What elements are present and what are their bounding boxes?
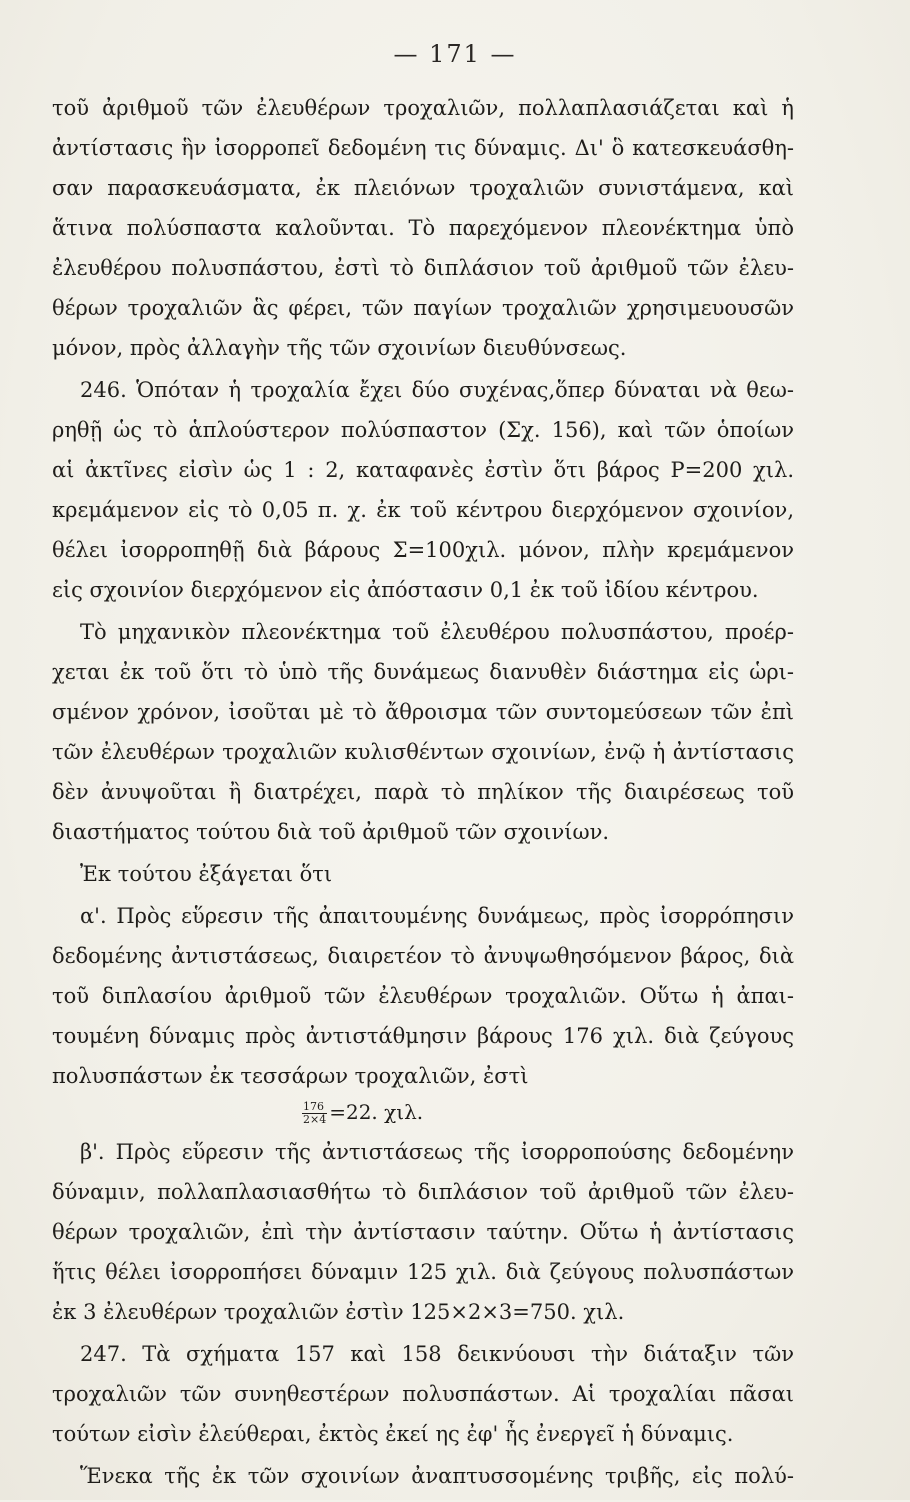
- formula-result: =22. χιλ.: [329, 1100, 424, 1124]
- text-line: τούτων εἰσὶν ἐλεύθεραι, ἐκτὸς ἐκεί ης ἐφ' ἧς ἐνεργεῖ ἡ δύναμις.: [52, 1422, 734, 1446]
- text-line: ρηθῇ ὡς τὸ ἁπλούστερον πολύσπαστον (Σχ. 156), καὶ τῶν ὁποίων: [52, 418, 794, 442]
- text-line: Ἐκ τούτου ἐξάγεται ὅτι: [80, 862, 333, 886]
- text-line: δὲν ἀνυψοῦται ἢ διατρέχει, παρὰ τὸ πηλίκον τῆς διαιρέσεως τοῦ: [52, 780, 794, 804]
- text-line: ἀντίστασις ἣν ἰσορροπεῖ δεδομένη τις δύναμις. Δι' ὃ κατεσκευάσθη-: [52, 136, 794, 160]
- fraction-numerator: 176: [302, 1101, 327, 1114]
- text-line: διαστήματος τούτου διὰ τοῦ ἀριθμοῦ τῶν σχοινίων.: [52, 820, 610, 844]
- text-line: χεται ἐκ τοῦ ὅτι τὸ ὑπὸ τῆς δυνάμεως διανυθὲν διάστημα εἰς ὡρι-: [52, 660, 794, 684]
- text-line: τοῦ διπλασίου ἀριθμοῦ τῶν ἐλευθέρων τροχαλιῶν. Οὕτω ἡ ἀπαι-: [52, 984, 794, 1008]
- text-line: σαν παρασκευάσματα, ἐκ πλειόνων τροχαλιῶν συνιστάμενα, καὶ: [52, 176, 794, 200]
- text-line: τουμένη δύναμις πρὸς ἀντιστάθμησιν βάρους 176 χιλ. διὰ ζεύγους: [52, 1024, 794, 1048]
- text-line: τροχαλιῶν τῶν συνηθεστέρων πολυσπάστων. Αἱ τροχαλίαι πᾶσαι: [52, 1382, 794, 1406]
- text-line: Ἕνεκα τῆς ἐκ τῶν σχοινίων ἀναπτυσσομένης τριβῆς, εἰς πολύ-: [80, 1464, 794, 1488]
- text-line: τοῦ ἀριθμοῦ τῶν ἐλευθέρων τροχαλιῶν, πολλαπλασιάζεται καὶ ἡ: [52, 96, 794, 120]
- text-line: εἰς σχοινίον διερχόμενον εἰς ἀπόστασιν 0,1 ἐκ τοῦ ἰδίου κέντρου.: [52, 578, 759, 602]
- text-line: Τὸ μηχανικὸν πλεονέκτημα τοῦ ἐλευθέρου πολυσπάστου, προέρ-: [80, 620, 794, 644]
- text-line: πολυσπάστων ἐκ τεσσάρων τροχαλιῶν, ἐστὶ: [52, 1064, 529, 1088]
- text-line: ἥτις θέλει ἰσορροπήσει δύναμιν 125 χιλ. διὰ ζεύγους πολυσπάστων: [52, 1260, 794, 1284]
- text-line: θέρων τροχαλιῶν, ἐπὶ τὴν ἀντίστασιν ταύτην. Οὕτω ἡ ἀντίστασις: [52, 1220, 794, 1244]
- text-line: σμένον χρόνον, ἰσοῦται μὲ τὸ ἄθροισμα τῶν συντομεύσεων τῶν ἐπὶ: [52, 700, 794, 724]
- page-number: — 171 —: [393, 40, 517, 68]
- text-line: θέρων τροχαλιῶν ἃς φέρει, τῶν παγίων τροχαλιῶν χρησιμευουσῶν: [52, 296, 794, 320]
- rule-alpha-line: α'. Πρὸς εὕρεσιν τῆς ἀπαιτουμένης δυνάμεως, πρὸς ἰσορρόπησιν: [80, 904, 794, 928]
- fraction-denominator: 2×4: [303, 1113, 327, 1126]
- text-line: θέλει ἰσορροπηθῇ διὰ βάρους Σ=100χιλ. μόνον, πλὴν κρεμάμενον: [52, 538, 794, 562]
- text-line: αἱ ἀκτῖνες εἰσὶν ὡς 1 : 2, καταφανὲς ἐστὶν ὅτι βάρος P=200 χιλ.: [52, 458, 794, 482]
- text-line: δύναμιν, πολλαπλασιασθήτω τὸ διπλάσιον τοῦ ἀριθμοῦ τῶν ἐλευ-: [52, 1180, 794, 1204]
- text-line: δεδομένης ἀντιστάσεως, διαιρετέον τὸ ἀνυψωθησόμενον βάρος, διὰ: [52, 944, 794, 968]
- text-line: τῶν ἐλευθέρων τροχαλιῶν κυλισθέντων σχοινίων, ἐνῷ ἡ ἀντίστασις: [52, 740, 794, 764]
- text-line: ἐλευθέρου πολυσπάστου, ἐστὶ τὸ διπλάσιον τοῦ ἀριθμοῦ τῶν ἐλευ-: [52, 256, 794, 280]
- text-line: μόνον, πρὸς ἀλλαγὴν τῆς τῶν σχοινίων διευθύνσεως.: [52, 336, 627, 360]
- text-line: ἐκ 3 ἐλευθέρων τροχαλιῶν ἐστὶν 125×2×3=750. χιλ.: [52, 1300, 625, 1324]
- text-line: ἅτινα πολύσπαστα καλοῦνται. Τὸ παρεχόμενον πλεονέκτημα ὑπὸ: [52, 216, 794, 240]
- section-247-line: 247. Τὰ σχήματα 157 καὶ 158 δεικνύουσι τὴν διάταξιν τῶν: [80, 1342, 794, 1366]
- formula: [302, 1098, 502, 1138]
- text-line: κρεμάμενον εἰς τὸ 0,05 π. χ. ἐκ τοῦ κέντρου διερχόμενον σχοινίον,: [52, 498, 794, 522]
- rule-beta-line: β'. Πρὸς εὕρεσιν τῆς ἀντιστάσεως τῆς ἰσορροπούσης δεδομένην: [80, 1140, 794, 1164]
- fraction: [302, 1101, 327, 1126]
- section-246-line: 246. Ὁπόταν ἡ τροχαλία ἔχει δύο συχένας,ὅπερ δύναται νὰ θεω-: [80, 378, 794, 402]
